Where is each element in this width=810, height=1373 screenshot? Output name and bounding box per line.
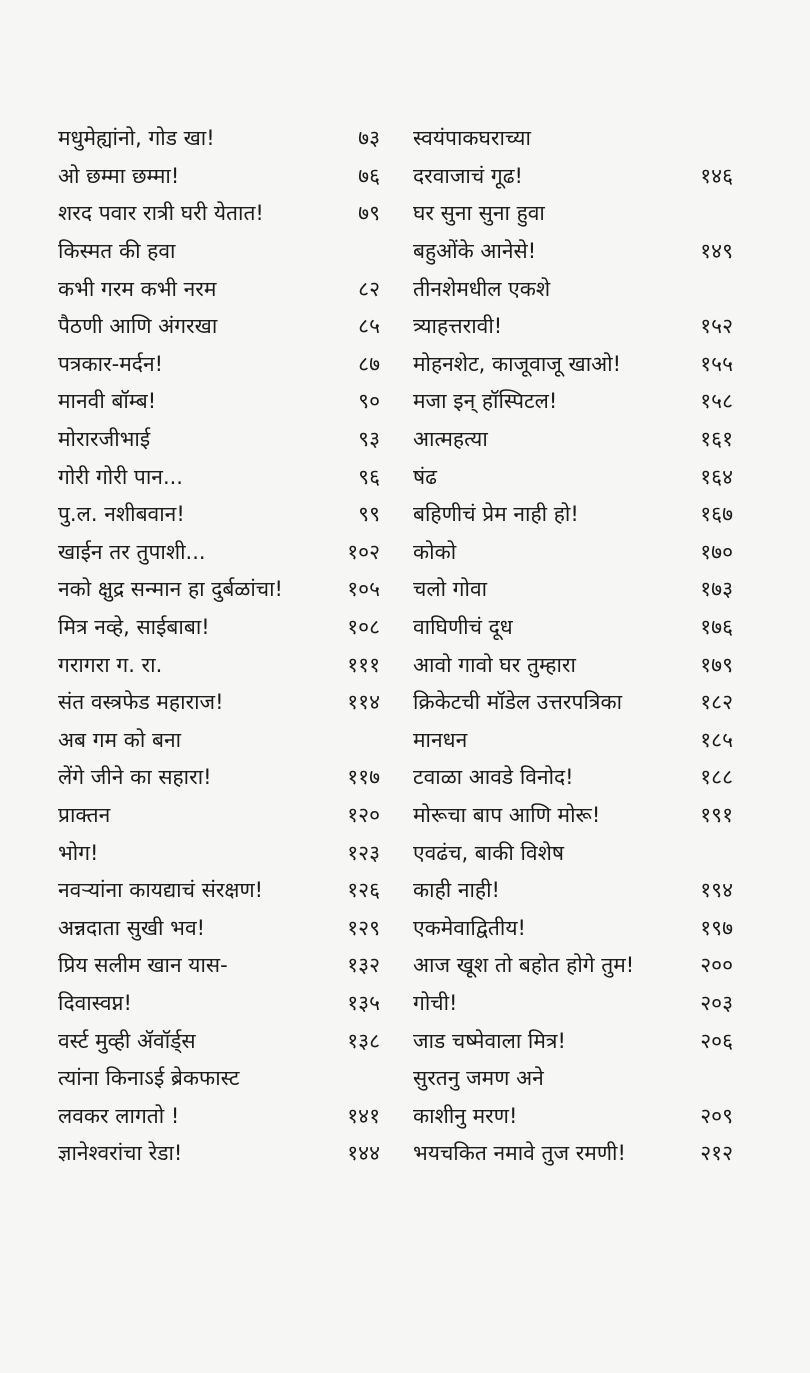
toc-entry bbox=[413, 346, 733, 384]
toc-entry-title: एवढंच, बाकी विशेष bbox=[413, 840, 565, 865]
toc-entry-title: बहिणीचं प्रेम नाही हो! bbox=[413, 502, 579, 527]
toc-entry bbox=[413, 1060, 733, 1098]
toc-entry-title: पैठणी आणि अंगरखा bbox=[58, 314, 218, 339]
toc-entry-title: स्वयंपाकघराच्या bbox=[413, 126, 531, 151]
toc-entry-page: १४१ bbox=[347, 1103, 380, 1128]
toc-entry bbox=[413, 609, 733, 647]
toc-entry bbox=[58, 270, 380, 308]
toc-entry-title: गरागरा ग. रा. bbox=[58, 652, 163, 677]
toc-entry-title: भोग! bbox=[58, 840, 99, 865]
toc-entry bbox=[58, 1135, 380, 1173]
toc-entry-page: १२९ bbox=[347, 915, 380, 940]
toc-entry-title: नको क्षुद्र सन्मान हा दुर्बळांचा! bbox=[58, 577, 283, 602]
toc-entry bbox=[58, 1060, 380, 1098]
toc-entry-title: षंढ bbox=[413, 464, 437, 489]
toc-entry-page: १२६ bbox=[347, 878, 380, 903]
toc-entry-page: १८२ bbox=[700, 690, 733, 715]
toc-entry-page: १०२ bbox=[347, 539, 380, 564]
toc-entry-title: मानधन bbox=[413, 727, 468, 752]
toc-entry bbox=[58, 909, 380, 947]
toc-entry-title: आत्महत्या bbox=[413, 427, 488, 452]
toc-entry-title: किस्मत की हवा bbox=[58, 239, 176, 264]
toc-entry bbox=[413, 571, 733, 609]
toc-entry bbox=[413, 158, 733, 196]
toc-entry-title: पत्रकार-मर्दन! bbox=[58, 351, 164, 376]
toc-entry bbox=[413, 458, 733, 496]
toc-entry-title: भयचकित नमावे तुज रमणी! bbox=[413, 1141, 626, 1166]
toc-entry bbox=[58, 722, 380, 760]
toc-entry bbox=[58, 834, 380, 872]
toc-entry-page: ७३ bbox=[358, 126, 380, 151]
toc-entry bbox=[58, 458, 380, 496]
toc-entry-page: १७९ bbox=[700, 652, 733, 677]
toc-entry-page: १३८ bbox=[347, 1028, 380, 1053]
toc-entry-title: लेंगे जीने का सहारा! bbox=[58, 765, 212, 790]
toc-entry-page: ७६ bbox=[358, 163, 380, 188]
toc-entry-title: मित्र नव्हे, साईबाबा! bbox=[58, 615, 210, 640]
toc-entry-page: १८८ bbox=[700, 765, 733, 790]
toc-entry-title: कभी गरम कभी नरम bbox=[58, 276, 217, 301]
toc-entry bbox=[58, 609, 380, 647]
toc-entry-page: १५८ bbox=[700, 389, 733, 414]
toc-entry-page: १६४ bbox=[700, 464, 733, 489]
toc-entry-title: काही नाही! bbox=[413, 878, 500, 903]
toc-entry-title: आज खूश तो बहोत होगे तुम! bbox=[413, 953, 635, 978]
toc-entry-title: घर सुना सुना हुवा bbox=[413, 201, 545, 226]
toc-entry-title: काशीनु मरण! bbox=[413, 1103, 518, 1128]
toc-entry-page: १८५ bbox=[700, 727, 733, 752]
toc-entry bbox=[413, 195, 733, 233]
toc-entry-title: त्र्याहत्तरावी! bbox=[413, 314, 503, 339]
toc-entry-title: लवकर लागतो ! bbox=[58, 1103, 180, 1128]
toc-entry bbox=[58, 571, 380, 609]
toc-entry-page: १२३ bbox=[347, 840, 380, 865]
toc-entry-title: प्राक्तन bbox=[58, 802, 111, 827]
toc-entry bbox=[413, 270, 733, 308]
contents-right-column bbox=[413, 120, 733, 1173]
toc-entry-page: १९४ bbox=[700, 878, 733, 903]
toc-entry bbox=[58, 947, 380, 985]
toc-entry bbox=[58, 534, 380, 572]
toc-entry-title: गोरी गोरी पान... bbox=[58, 464, 183, 489]
toc-entry-title: खाईन तर तुपाशी... bbox=[58, 539, 206, 564]
toc-entry bbox=[58, 797, 380, 835]
toc-entry-page: १०८ bbox=[347, 615, 380, 640]
toc-entry-title: मोरारजीभाई bbox=[58, 427, 151, 452]
toc-entry-page: १३२ bbox=[347, 953, 380, 978]
toc-entry bbox=[413, 797, 733, 835]
toc-entry-title: शरद पवार रात्री घरी येतात! bbox=[58, 201, 264, 226]
contents-left-column bbox=[58, 120, 380, 1173]
toc-entry-title: पु.ल. नशीबवान! bbox=[58, 502, 185, 527]
toc-entry bbox=[413, 909, 733, 947]
toc-entry-title: बहुओंके आनेसे! bbox=[413, 239, 537, 264]
toc-entry-page: २०९ bbox=[700, 1103, 733, 1128]
toc-entry-page: ११७ bbox=[347, 765, 380, 790]
toc-entry bbox=[413, 421, 733, 459]
toc-entry-title: प्रिय सलीम खान यास- bbox=[58, 953, 228, 978]
toc-entry-title: संत वस्त्रफेड महाराज! bbox=[58, 690, 224, 715]
toc-entry-page: १५२ bbox=[700, 314, 733, 339]
toc-entry bbox=[58, 985, 380, 1023]
toc-entry-page: १२० bbox=[347, 802, 380, 827]
toc-entry-title: तीनशेमधील एकशे bbox=[413, 276, 551, 301]
toc-entry-page: ११४ bbox=[347, 690, 380, 715]
toc-entry bbox=[58, 158, 380, 196]
toc-entry bbox=[58, 759, 380, 797]
toc-entry bbox=[413, 1097, 733, 1135]
toc-entry-page: १११ bbox=[347, 652, 380, 677]
toc-entry-page: १५५ bbox=[700, 351, 733, 376]
toc-entry-title: मोरूचा बाप आणि मोरू! bbox=[413, 802, 601, 827]
toc-entry-page: ९६ bbox=[358, 464, 380, 489]
toc-entry-page: १९१ bbox=[700, 802, 733, 827]
toc-entry-page: ९३ bbox=[358, 427, 380, 452]
toc-entry-title: जाड चष्मेवाला मित्र! bbox=[413, 1028, 566, 1053]
toc-entry-title: दिवास्वप्न! bbox=[58, 990, 132, 1015]
toc-entry-title: मानवी बॉम्ब! bbox=[58, 389, 157, 414]
toc-entry bbox=[58, 120, 380, 158]
toc-entry-title: वर्स्ट मुव्ही ॲवॉर्ड्स bbox=[58, 1028, 196, 1053]
toc-entry-page: १७३ bbox=[700, 577, 733, 602]
toc-entry-page: २०० bbox=[700, 953, 733, 978]
toc-entry-title: नवऱ्यांना कायद्याचं संरक्षण! bbox=[58, 878, 264, 903]
toc-entry-title: ज्ञानेश्वरांचा रेडा! bbox=[58, 1141, 183, 1166]
toc-entry bbox=[58, 308, 380, 346]
toc-entry bbox=[58, 646, 380, 684]
toc-entry-title: मोहनशेट, काजूवाजू खाओ! bbox=[413, 351, 622, 376]
toc-entry-title: गोची! bbox=[413, 990, 458, 1015]
toc-entry-title: कोको bbox=[413, 539, 457, 564]
toc-entry-page: ९९ bbox=[358, 502, 380, 527]
toc-entry-page: ८५ bbox=[358, 314, 380, 339]
toc-entry-page: २०३ bbox=[700, 990, 733, 1015]
toc-entry bbox=[413, 646, 733, 684]
toc-entry-title: क्रिकेटची मॉडेल उत्तरपत्रिका bbox=[413, 690, 623, 715]
toc-entry-page: ९० bbox=[358, 389, 380, 414]
toc-entry-page: १४४ bbox=[347, 1141, 380, 1166]
toc-entry bbox=[413, 759, 733, 797]
toc-entry bbox=[413, 684, 733, 722]
toc-entry-title: टवाळा आवडे विनोद! bbox=[413, 765, 574, 790]
toc-entry bbox=[58, 684, 380, 722]
toc-entry-title: एकमेवाद्वितीय! bbox=[413, 915, 526, 940]
toc-entry bbox=[58, 1022, 380, 1060]
toc-entry bbox=[413, 120, 733, 158]
toc-entry bbox=[58, 421, 380, 459]
toc-entry-page: १९७ bbox=[700, 915, 733, 940]
toc-entry-page: ८७ bbox=[358, 351, 380, 376]
toc-entry-title: अब गम को बना bbox=[58, 727, 182, 752]
toc-entry bbox=[413, 1135, 733, 1173]
toc-entry bbox=[413, 834, 733, 872]
toc-entry-title: दरवाजाचं गूढ! bbox=[413, 163, 523, 188]
toc-entry bbox=[58, 195, 380, 233]
toc-entry-page: २०६ bbox=[700, 1028, 733, 1053]
toc-entry bbox=[58, 346, 380, 384]
toc-entry bbox=[413, 534, 733, 572]
toc-entry-page: १४६ bbox=[700, 163, 733, 188]
toc-entry-title: अन्नदाता सुखी भव! bbox=[58, 915, 206, 940]
toc-entry-page: १६१ bbox=[700, 427, 733, 452]
toc-entry bbox=[413, 985, 733, 1023]
toc-entry-title: मधुमेह्यांनो, गोड खा! bbox=[58, 126, 215, 151]
toc-entry bbox=[413, 872, 733, 910]
toc-entry bbox=[413, 496, 733, 534]
toc-entry bbox=[58, 233, 380, 271]
toc-entry bbox=[58, 1097, 380, 1135]
toc-entry-page: ७९ bbox=[358, 201, 380, 226]
toc-entry-title: मजा इन् हॉस्पिटल! bbox=[413, 389, 558, 414]
toc-entry bbox=[58, 872, 380, 910]
toc-entry bbox=[58, 496, 380, 534]
toc-entry bbox=[58, 383, 380, 421]
toc-entry-title: वाघिणीचं दूध bbox=[413, 615, 513, 640]
toc-entry-title: ओ छम्मा छम्मा! bbox=[58, 163, 180, 188]
toc-entry bbox=[413, 308, 733, 346]
toc-entry-page: ८२ bbox=[358, 276, 380, 301]
toc-entry-page: १७६ bbox=[700, 615, 733, 640]
toc-entry bbox=[413, 722, 733, 760]
toc-entry-page: २१२ bbox=[700, 1141, 733, 1166]
toc-entry-page: १६७ bbox=[700, 502, 733, 527]
toc-entry-title: त्यांना किनाऽई ब्रेकफास्ट bbox=[58, 1066, 240, 1091]
toc-entry bbox=[413, 383, 733, 421]
toc-entry bbox=[413, 1022, 733, 1060]
toc-entry-page: १४९ bbox=[700, 239, 733, 264]
toc-entry bbox=[413, 947, 733, 985]
toc-entry bbox=[413, 233, 733, 271]
toc-entry-title: सुरतनु जमण अने bbox=[413, 1066, 544, 1091]
toc-entry-title: आवो गावो घर तुम्हारा bbox=[413, 652, 576, 677]
toc-entry-page: १३५ bbox=[347, 990, 380, 1015]
toc-entry-page: १७० bbox=[700, 539, 733, 564]
toc-entry-page: १०५ bbox=[347, 577, 380, 602]
toc-entry-title: चलो गोवा bbox=[413, 577, 488, 602]
